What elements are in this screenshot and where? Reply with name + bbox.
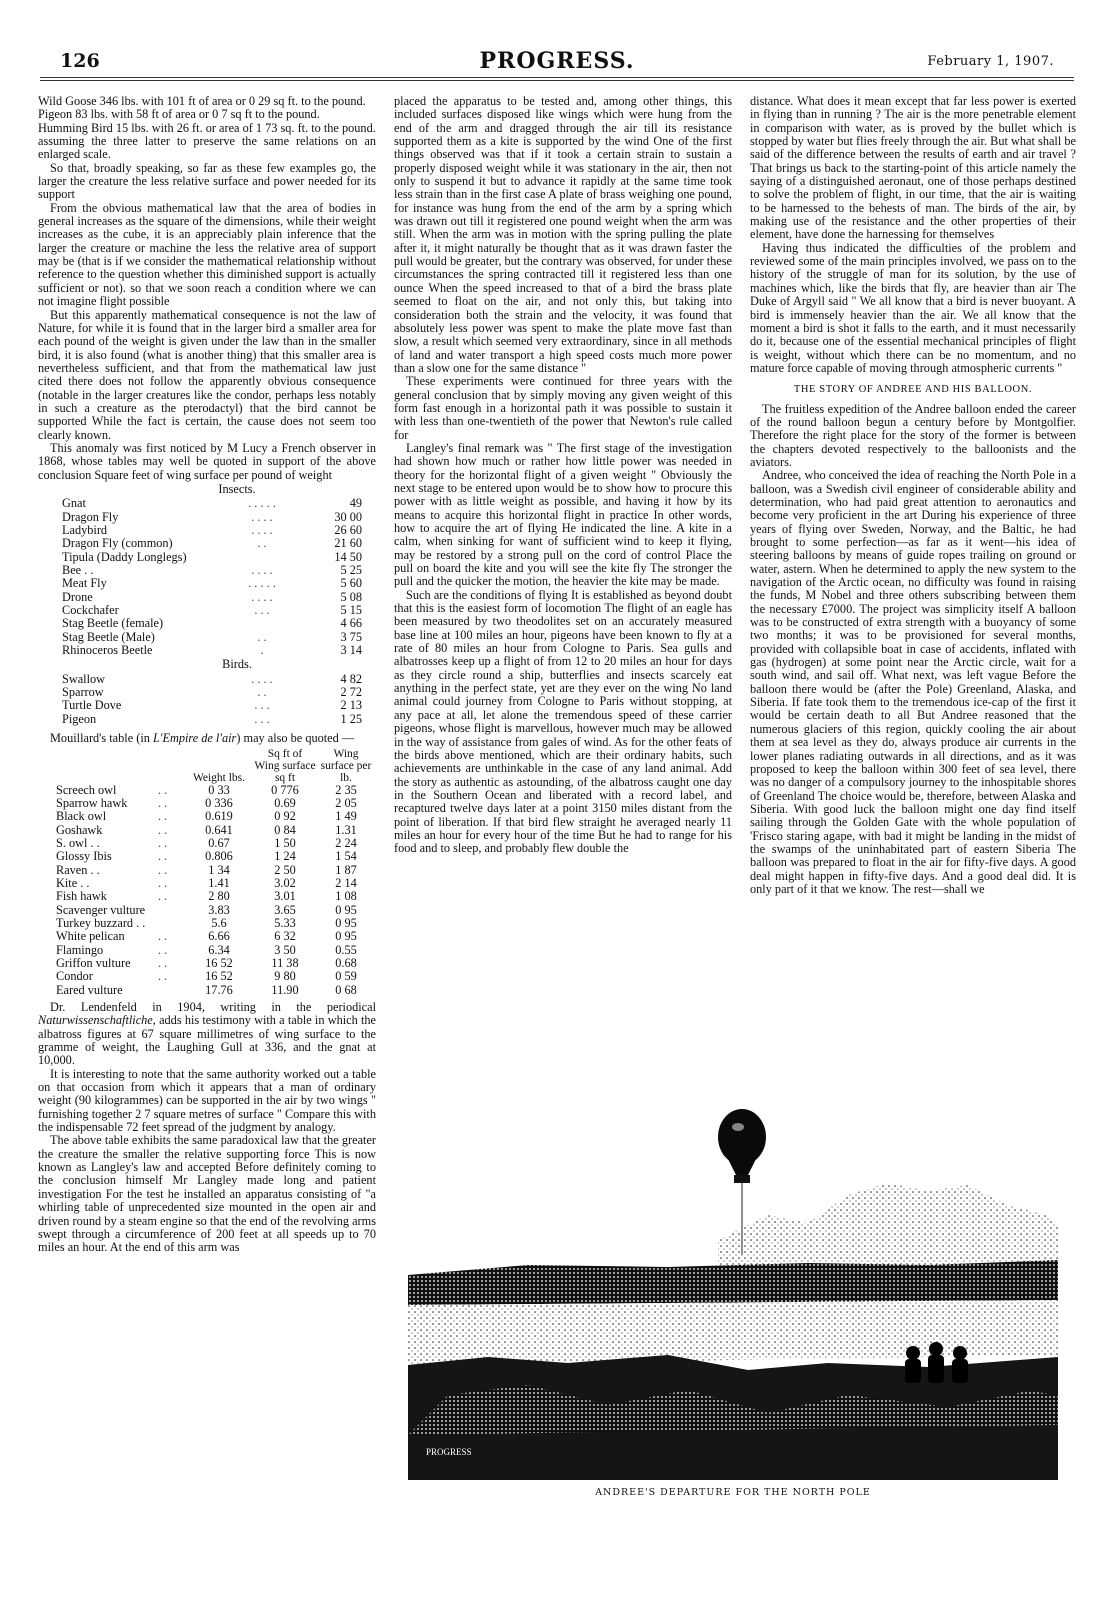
row-leader: .	[260, 643, 264, 658]
table-row	[38, 713, 376, 726]
column-header-per-lb: Wing surface per lb.	[320, 747, 372, 784]
bird-name: Kite . .	[56, 875, 90, 890]
row-leader: . . . .	[251, 671, 273, 686]
bird-name: Black owl	[56, 809, 107, 824]
row-leader	[158, 917, 184, 930]
row-value: 2 72	[340, 685, 362, 700]
table-row	[38, 864, 376, 877]
row-name: Stag Beetle (female)	[62, 616, 164, 631]
column-header-wing-surface: Sq ft of Wing surface sq ft	[254, 747, 316, 784]
row-value: 21 60	[334, 536, 362, 551]
row-value: 4 66	[340, 616, 362, 631]
table-row	[38, 524, 376, 537]
bird-name: White pelican	[56, 929, 125, 944]
row-leader: . .	[158, 849, 168, 864]
row-name: Meat Fly	[62, 576, 107, 591]
weight-cell: 3.83	[208, 902, 230, 917]
surface-cell: 9 80	[274, 969, 296, 984]
row-leader	[232, 551, 292, 564]
per-lb-cell: 0 59	[335, 969, 357, 984]
bird-name: Griffon vulture	[56, 955, 131, 970]
row-leader: . .	[257, 536, 267, 551]
column-1	[38, 95, 376, 1255]
row-leader: . . . .	[251, 589, 273, 604]
paragraph: Langley's final remark was " The first stage of the investigation had shown how much or rather how little power was needed in theory for the horizontal flight of a given weight " Obviously the next stage to be entered upon would be to show how to procure this power with as little weight as possible, and having it how by its means to acquire this horizontal flight in practice In other words, how to acquire the art of flying He indicated the line. A kite in a calm, when sinking for want of sufficient wind to keep it flying, may be restored by a strong pull on the cord of control Place the pull on board the kite and you will see the kite fly The stronger the pull and the quicker the motion, the heavier the kite may be made.	[394, 440, 732, 589]
row-leader: . .	[158, 862, 168, 877]
section-heading: THE STORY OF ANDREE AND HIS BALLOON.	[793, 384, 1033, 396]
row-leader: . .	[257, 629, 267, 644]
bird-name: Turkey buzzard . .	[56, 915, 146, 930]
weight-cell: 1.41	[208, 875, 230, 890]
weight-cell: 0.641	[205, 822, 233, 837]
row-name: Drone	[62, 589, 93, 604]
weight-cell: 2 80	[208, 889, 230, 904]
per-lb-cell: 0 68	[335, 982, 357, 997]
per-lb-cell: 0 95	[335, 902, 357, 917]
table-row	[38, 837, 376, 850]
surface-cell: 0.69	[274, 795, 296, 810]
per-lb-cell: 0 95	[335, 929, 357, 944]
surface-cell: 3.02	[274, 875, 296, 890]
bird-name: Scavenger vulture	[56, 902, 146, 917]
row-leader: . . . . .	[248, 576, 276, 591]
table-row	[38, 686, 376, 699]
row-value: 5 08	[340, 589, 362, 604]
table-row	[38, 810, 376, 823]
row-leader: . . . . .	[248, 496, 276, 511]
surface-cell: 1 24	[274, 849, 296, 864]
weight-cell: 17.76	[205, 982, 233, 997]
table-row	[38, 551, 376, 564]
paragraph: Having thus indicated the difficulties of the problem and reviewed some of the main principles involved, we pass on to the history of the struggle of man for its solution, by the use of machines which, like the birds that fly, are heavier than air The Duke of Argyll said " We all know that a bird is never buoyant. A bird is immensely heavier than the air. We all know that the moment a bird is shot it falls to the earth, and it must necessarily do it, because one of the essential mechanical principles of flight is weight, without which there can be no momentum, and no mature force capable of moving through atmospheric currents "	[750, 240, 1076, 375]
row-value: 3 75	[340, 629, 362, 644]
birds-table	[38, 673, 376, 726]
bird-name: Glossy Ibis	[56, 849, 112, 864]
weight-cell: 0.619	[205, 809, 233, 824]
table-row	[38, 784, 376, 797]
row-leader: . . . .	[251, 509, 273, 524]
bird-name: S. owl . .	[56, 835, 100, 850]
row-value: 5 25	[340, 563, 362, 578]
row-value: 3 14	[340, 643, 362, 658]
table-row	[38, 564, 376, 577]
column-2	[394, 95, 732, 856]
row-leader	[158, 904, 184, 917]
table-row	[38, 970, 376, 983]
surface-cell: 0 84	[274, 822, 296, 837]
row-name: Dragon Fly (common)	[62, 536, 173, 551]
weight-cell: 0 336	[205, 795, 233, 810]
bird-name: Eared vulture	[56, 982, 123, 997]
paragraph: Mouillard's table (in L'Empire de l'air) may also be quoted —	[50, 731, 355, 746]
row-value: 49	[349, 496, 362, 511]
header-rule	[40, 77, 1074, 81]
row-value: 5 60	[340, 576, 362, 591]
per-lb-cell: 1 08	[335, 889, 357, 904]
table-row	[38, 984, 376, 997]
table-row	[38, 617, 376, 630]
row-leader	[158, 984, 184, 997]
row-leader: . .	[158, 795, 168, 810]
table-row	[38, 930, 376, 943]
illustration-caption: ANDREE'S DEPARTURE FOR THE NORTH POLE	[595, 1487, 871, 1498]
table-row	[38, 511, 376, 524]
paragraph: assuming the three latter to preserve the same relations on an enlarged scale.	[38, 134, 376, 162]
weight-cell: 16 52	[205, 969, 233, 984]
weight-cell: 6.34	[208, 942, 230, 957]
paragraph: These experiments were continued for three years with the general conclusion that by simply moving any given weight of this form fast enough in a horizontal path it was possible to sustain it with less than one-twentieth of the power that Newton's rule called for	[394, 374, 732, 442]
row-name: Swallow	[62, 671, 106, 686]
page-header	[0, 0, 1114, 80]
table-row	[38, 591, 376, 604]
table-row	[38, 904, 376, 917]
surface-cell: 11 38	[271, 955, 299, 970]
surface-cell: 11.90	[271, 982, 299, 997]
issue-date: February 1, 1907.	[927, 54, 1054, 69]
paragraph: Andree, who conceived the idea of reaching the North Pole in a balloon, was a Swedish civil engineer of considerable ability and determination, who had paid great attention to aeronautics and become very proficient in the art During his experience of three years of flying over Sweden, Norway, and the Baltic, he had brought to some perfection—as far as it went—his idea of steering balloons by means of guide ropes trailing on ground or water, astern. When he determined to apply the new system to the navigation of the Arctic ocean, no difficulty was found in raising the funds, M Nobel and three others subscribing between them the necessary £7000. The project was simplicity itself A balloon was to be constructed of extra strength with a buoyancy of some two months; it was to be provisioned for several months, provided with collapsible boat in case of accidents, inflated with gas (hydrogen) at some point near the Arctic circle, wait for a south wind, and sail off. What next, was left vague Before the balloon there would be (after the Pole) Greenland, Alaska, and Siberia. If fate took them to the tremendous ice-cap of the first it would be certain death to all But Andree reasoned that the numerous glaciers of this region, quickly cooling the air about them at sea level as they do, always produce air currents in the lower planes radiating outwards in all directions, and as it was proposed to keep the balloon within 300 feet of sea level, there was no danger of a compulsory journey to the inhospitable shores of Greenland The choice would be, therefore, between Alaska and Siberia. With good luck the balloon might one day find itself sailing through the Golden Gate with the whole population of 'Frisco staring agape, with bad it might be landing in the midst of the swamps of the uninhabitated part of eastern Siberia The balloon was prepared to float in the air for fifty-five days. A good deal might happen in fifty-five days. And a good deal did. It is only part of it that we know. The rest—shall we	[750, 468, 1076, 896]
paragraph: Pigeon 83 lbs. with 58 ft of area or 0 7 sq ft to the pound.	[38, 107, 320, 122]
bird-name: Condor	[56, 969, 93, 984]
row-leader: . .	[158, 942, 168, 957]
row-value: 5 15	[340, 603, 362, 618]
weight-cell: 5.6	[211, 915, 227, 930]
paragraph: This anomaly was first noticed by M Lucy a French observer in 1868, whose tables may well be quoted in support of the above conclusion Square feet of wing surface per pound of weight	[38, 440, 376, 482]
row-leader: . .	[257, 685, 267, 700]
row-value: 26 60	[334, 523, 362, 537]
row-name: Turtle Dove	[62, 698, 122, 713]
table-row	[38, 944, 376, 957]
paragraph: Such are the conditions of flying It is established as beyond doubt that this is the easiest form of locomotion The flight of an eagle has been measured by two theodolites set on an accurately measured base line at 100 miles an hour, pigeons have been known to fly at a rate of 80 miles an hour from Cologne to Paris. Sea gulls and albatrosses keep up a flight of from 12 to 20 miles an hour for days as they circle round a ship, butterflies and insects scarcely eat anything in the perfect state, yet are they ever on the wing No land animal could journey from Cologne to Paris without stopping, at any pace at all, let alone the tremendous speed of these carrier pigeons, whose flight is marvellous, however much may be allowed in the way of assistance from gales of wind. As for the other feats of the birds above mentioned, which are their ordinary habits, such achievements are unthinkable in the case of any land animal. Add the story as authentic as astounding, of the albatross caught one day in the Southern Ocean and liberated with a record label, and recaptured twelve days later at a point 3150 miles distant from the point of liberation. If that bird flew straight he averaged nearly 11 miles an hour for every hour of the time But he had to range for his food and to sleep, and probably flew double the	[394, 587, 732, 856]
row-leader: . . .	[254, 711, 270, 726]
table-row	[38, 644, 376, 657]
table-row	[38, 850, 376, 863]
row-leader: . .	[158, 809, 168, 824]
paragraph: The above table exhibits the same paradoxical law that the greater the creature the smaller the relative supporting force This is now known as Langley's law and accepted Before definitely coming to the conclusion himself Mr Langley made long and patient investigation For the test he installed an apparatus consisting of "a whirling table of unprecedented size mounted in the open air and driven round by a steam engine so that the end of the revolving arms swept through a circumference of 200 feet at all speeds up to 70 miles an hour. At the end of this arm was	[38, 1133, 376, 1255]
row-leader: . .	[158, 969, 168, 984]
surface-cell: 0 776	[271, 782, 299, 797]
bird-name: Goshawk	[56, 822, 103, 837]
paragraph: It is interesting to note that the same authority worked out a table on that occasion from which it appears that a man of ordinary weight (90 kilogrammes) can be supported in the air by two wings " furnishing together 2 7 square metres of surface " Compare this with the indispensable 72 feet spread of the judgment by analogy.	[38, 1066, 376, 1135]
balloon-illustration	[408, 1095, 1058, 1480]
row-leader: . .	[158, 929, 168, 944]
row-value: 1 25	[340, 711, 362, 726]
per-lb-cell: 0.55	[335, 942, 357, 957]
row-leader: . . . .	[251, 563, 273, 578]
row-value: 4 82	[340, 671, 362, 686]
row-name: Tipula (Daddy Longlegs)	[62, 549, 187, 564]
bird-name: Flamingo	[56, 942, 104, 957]
surface-cell: 3 50	[274, 942, 296, 957]
row-value: 14 50	[334, 549, 362, 564]
weight-cell: 16 52	[205, 955, 233, 970]
column-3	[750, 95, 1076, 896]
table-row	[38, 797, 376, 810]
row-name: Pigeon	[62, 711, 97, 726]
per-lb-cell: 2 14	[335, 875, 357, 890]
table-row	[38, 631, 376, 644]
per-lb-cell: 0.68	[335, 955, 357, 970]
journal-title: PROGRESS.	[479, 48, 635, 74]
row-leader: . .	[158, 782, 168, 797]
per-lb-cell: 1 54	[335, 849, 357, 864]
balloon-basket	[734, 1175, 750, 1183]
per-lb-cell: 1 49	[335, 809, 357, 824]
surface-cell: 3.65	[274, 902, 296, 917]
row-leader: . .	[158, 875, 168, 890]
paragraph: Wild Goose 346 lbs. with 101 ft of area or 0 29 sq ft. to the pound.	[38, 94, 366, 108]
table-row	[38, 824, 376, 837]
paragraph: So that, broadly speaking, so far as these few examples go, the larger the creature the less relative surface and power needed for its support	[38, 160, 376, 202]
paragraph: But this apparently mathematical consequence is not the law of Nature, for while it is found that in the larger bird a smaller area for each pound of the weight is given under the law than in the smaller bird, it is also found (what is another thing) that this smaller area is nevertheless sufficient, and that from the mathematical law just cited there does not follow the apparently obvious consequence (notable in the larger creatures like the condor, perhaps less notably in such a creature as the pterodactyl) that the bird cannot be supported While the fact is certain, the cause does not seem too clearly known.	[38, 307, 376, 442]
row-name: Sparrow	[62, 685, 104, 700]
balloon-highlight	[732, 1123, 744, 1131]
row-leader: . .	[158, 835, 168, 850]
row-name: Ladybird	[62, 523, 108, 537]
row-leader: . .	[158, 822, 168, 837]
row-name: Cockchafer	[62, 603, 119, 618]
table-row	[38, 699, 376, 712]
row-leader: . . . .	[251, 523, 273, 537]
weight-cell: 6.66	[208, 929, 230, 944]
weight-cell: 0 33	[208, 782, 230, 797]
bird-name: Raven . .	[56, 862, 100, 877]
surface-cell: 6 32	[274, 929, 296, 944]
paragraph: distance. What does it mean except that far less power is exerted in flying than in running ? The air is the more penetrable element in comparison with water, as is proved by the bullet which is stopped by water but flies freely through the air. But what shall be said of the difference between the results of earth and air travel ? That brings us back to the starting-point of this article namely the saying of a distinguished aeronaut, one of those perhaps destined to solve the problem of flight, in our time, that the air is waiting to be harnessed to the behests of man. The birds of the air, by making use of the resistance and the other properties of their element, have done the harnessing for themselves	[750, 94, 1076, 242]
per-lb-cell: 1.31	[335, 822, 357, 837]
insects-heading: Insects.	[218, 481, 256, 496]
row-value: 2 13	[340, 698, 362, 713]
paragraph: placed the apparatus to be tested and, among other things, this included surfaces disposed like wings which were hung from the end of the arm and dragged through the air till its resistance supported them as a kite is supported by the wind One of the first things observed was that if it took a certain strain to sustain a properly disposed weight while it was stationary in the air, then not only to suspend it but to advance it rapidly at the same time took less strain than in the first case A plate of brass weighing one pound, for instance was hung from the end of the arm by a spring which was drawn out till it registered one pound weight when the arm was still. When the arm was in motion with the spring pulling the plate after it, it might naturally be thought that as it was drawn faster the pull would be greater, but the contrary was observed, for under these circumstances the spring contracted till it registered less than one ounce When the speed increased to that of a bird the brass plate seemed to float on the air, and not only this, but taking into consideration both the strain and the velocity, it was found that absolutely less power was spent to make the plate move fast than slow, a result which seemed very extraordinary, since in all methods of land and water transport a high speed costs much more power than a slow one for the same distance "	[394, 94, 732, 375]
mouillard-table	[38, 748, 376, 998]
row-name: Gnat	[62, 496, 86, 511]
per-lb-cell: 2 05	[335, 795, 357, 810]
artist-signature: PROGRESS	[426, 1447, 472, 1457]
surface-cell: 2 50	[274, 862, 296, 877]
table-row	[38, 673, 376, 686]
bird-name: Screech owl	[56, 782, 117, 797]
row-leader: . .	[158, 955, 168, 970]
bird-name: Sparrow hawk	[56, 795, 128, 810]
insects-table	[38, 497, 376, 657]
per-lb-cell: 1 87	[335, 862, 357, 877]
birds-heading: Birds.	[222, 657, 252, 672]
row-leader: . .	[158, 889, 168, 904]
column-header-weight: Weight lbs.	[192, 771, 246, 784]
surface-cell: 1 50	[274, 835, 296, 850]
row-leader: . . .	[254, 698, 270, 713]
row-name: Bee . .	[62, 563, 94, 578]
surface-cell: 0 92	[274, 809, 296, 824]
weight-cell: 0.806	[205, 849, 233, 864]
paragraph: The fruitless expedition of the Andree balloon ended the career of the round balloon begun a century before by Montgolfier. Therefore the right place for the story of the former is between the chapters devoted respectively to the balloonists and the aviators.	[750, 401, 1076, 469]
row-value: 30 00	[334, 509, 362, 524]
per-lb-cell: 0 95	[335, 915, 357, 930]
table-row	[38, 917, 376, 930]
row-name: Rhinoceros Beetle	[62, 643, 153, 658]
paragraph: From the obvious mathematical law that the area of bodies in general increases as the square of the dimensions, while their weight increases as the cube, it is an appreciably plain inference that the larger the creature or machine the less the relative area of support may be (that is if we consider the mathematical relationship without reference to the question whether this diminished support is actually sufficient or not). so that we soon reach a condition where we can not imagine flight possible	[38, 200, 376, 309]
surface-cell: 5.33	[274, 915, 296, 930]
table-row	[38, 577, 376, 590]
paragraph: Humming Bird 15 lbs. with 26 ft. or area of 1 73 sq. ft. to the pound.	[38, 120, 376, 135]
table-row	[38, 957, 376, 970]
table-row	[38, 604, 376, 617]
row-name: Stag Beetle (Male)	[62, 629, 155, 644]
paragraph: Dr. Lendenfeld in 1904, writing in the periodical Naturwissenschaftliche, adds his testimony with a table in which the albatross figures at 67 square millimetres of wing surface to the gramme of weight, the Laughing Gull at 336, and the gnat at 10,000.	[38, 1000, 376, 1068]
surface-cell: 3.01	[274, 889, 296, 904]
table-row	[38, 890, 376, 903]
table-row	[38, 497, 376, 510]
table-row	[38, 537, 376, 550]
row-name: Dragon Fly	[62, 509, 119, 524]
weight-cell: 1 34	[208, 862, 230, 877]
balloon-scene-image	[408, 1095, 1058, 1480]
per-lb-cell: 2 24	[335, 835, 357, 850]
per-lb-cell: 2 35	[335, 782, 357, 797]
table-row	[38, 877, 376, 890]
row-leader: . . .	[254, 603, 270, 618]
weight-cell: 0.67	[208, 835, 230, 850]
row-leader	[232, 617, 292, 630]
page-number: 126	[60, 50, 100, 72]
bird-name: Fish hawk	[56, 889, 107, 904]
onlooker-figures	[905, 1342, 968, 1383]
